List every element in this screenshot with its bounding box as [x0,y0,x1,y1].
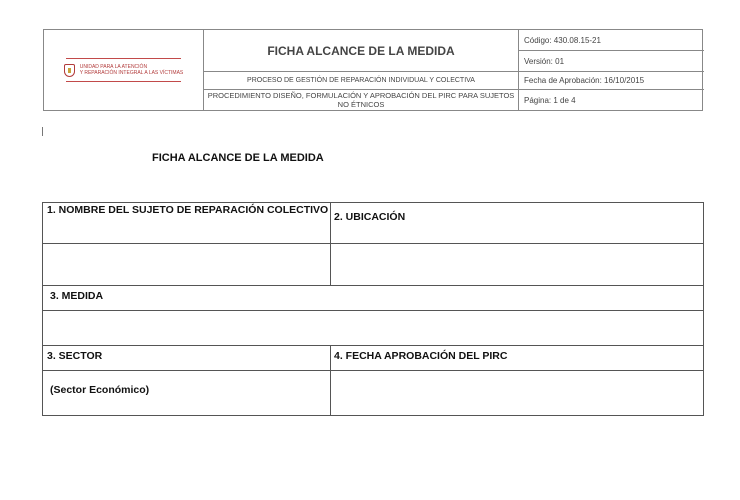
logo-line-2: Y REPARACIÓN INTEGRAL A LAS VÍCTIMAS [79,70,184,76]
divider-bottom [330,345,331,415]
document-header [43,29,703,111]
header-page-number: Página: 1 de 4 [524,95,576,105]
text-cursor [42,127,43,136]
logo-line-1: UNIDAD PARA LA ATENCIÓN [79,64,148,70]
measure-label: 3. MEDIDA [50,290,104,302]
header-procedure: PROCEDIMIENTO DISEÑO, FORMULACIÓN Y APROBACIÓN DEL PIRC PARA SUJETOS NO ÉTNICOS [204,90,519,110]
logo-top-rule [66,58,181,59]
unidad-victimas-logo [64,64,184,77]
document-title: FICHA ALCANCE DE LA MEDIDA [152,152,324,164]
logo-cell [44,30,204,110]
location-label: 2. UBICACIÓN [334,211,406,223]
subject-name-label: 1. NOMBRE DEL SUJETO DE REPARACIÓN COLECTIVO [47,204,329,216]
header-process: PROCESO DE GESTIÓN DE REPARACIÓN INDIVIDUAL Y COLECTIVA [204,72,519,90]
measure-value-field[interactable] [43,311,703,345]
pirc-approval-date-field[interactable] [333,371,703,415]
subject-name-value-field[interactable] [43,244,330,285]
row-rule-4 [43,345,703,346]
sector-label: 3. SECTOR [47,350,103,362]
logo-bottom-rule [66,81,181,82]
pirc-approval-date-label: 4. FECHA APROBACIÓN DEL PIRC [334,350,508,362]
coat-of-arms-icon [64,64,75,77]
row-rule-2 [43,285,703,286]
location-value-field[interactable] [333,244,703,285]
measure-form-table [42,202,704,416]
header-version: Versión: 01 [519,51,704,72]
divider-top [330,203,331,285]
sector-value[interactable]: (Sector Económico) [50,384,150,396]
header-approval-date: Fecha de Aprobación: 16/10/2015 [519,72,704,90]
header-code: Código: 430.08.15-21 [519,30,704,51]
header-title: FICHA ALCANCE DE LA MEDIDA [204,30,519,72]
